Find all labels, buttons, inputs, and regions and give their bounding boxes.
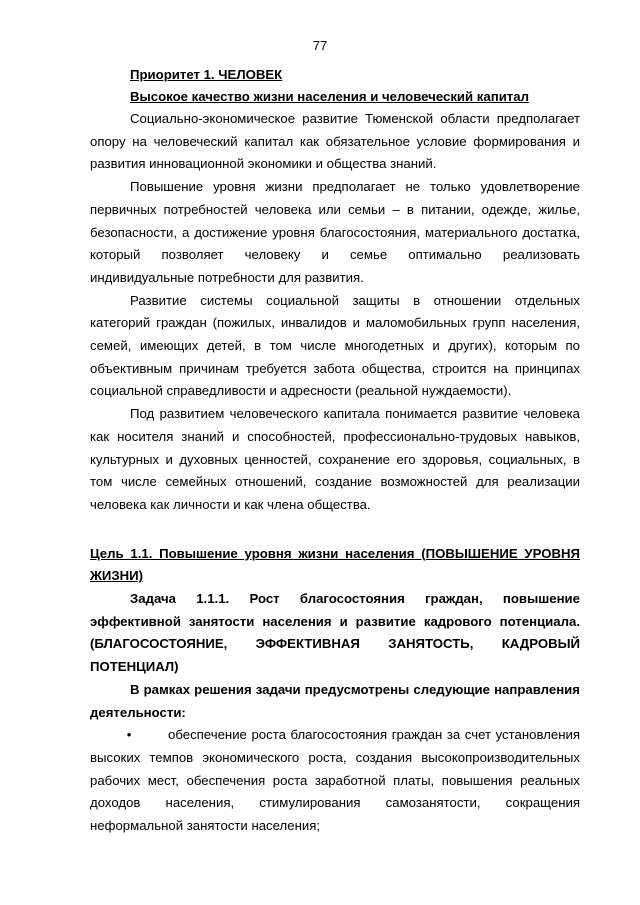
bullet-icon: • [126, 727, 132, 743]
goal-title: Цель 1.1. Повышение уровня жизни населения (ПОВЫШЕНИЕ УРОВНЯ ЖИЗНИ) [90, 545, 580, 584]
bullet-text: обеспечение роста благосостояния граждан за счет установления высоких темпов экономического роста, создания высокопроизводительных рабочих мест, обеспечения роста заработной платы, повышения реальных доходов населения, стимулирования самозанятости, сокращения неформальной занятости населения; [90, 727, 580, 834]
priority-title: Приоритет 1. ЧЕЛОВЕК [130, 67, 283, 82]
page-content [90, 64, 580, 838]
spacer [90, 517, 580, 543]
section-title: Высокое качество жизни населения и человеческий капитал [130, 89, 529, 104]
paragraph: Повышение уровня жизни предполагает не только удовлетворение первичных потребностей человека или семьи – в питании, одежде, жилье, безопасности, а достижение уровня благосостояния, материального достатка, который позволяет человеку и семье оптимально реализовать индивидуальные потребности для развития. [90, 179, 580, 285]
directions-intro: В рамках решения задачи предусмотрены следующие направления деятельности: [90, 681, 580, 720]
paragraph: Под развитием человеческого капитала понимается развитие человека как носителя знаний и способностей, профессионально-трудовых навыков, культурных и духовных ценностей, сохранение его здоровья, социальных, в том числе семейных отношений, создание возможностей для реализации человека как личности и как члена общества. [90, 406, 580, 512]
task-text: Задача 1.1.1. Рост благосостояния граждан, повышение эффективной занятости населения и развитие кадрового потенциала. (БЛАГОСОСТОЯНИЕ, ЭФФЕКТИВНАЯ ЗАНЯТОСТЬ, КАДРОВЫЙ ПОТЕНЦИАЛ) [90, 591, 580, 675]
paragraph: Социально-экономическое развитие Тюменской области предполагает опору на человеческий капитал как обязательное условие формирования и развития инновационной экономики и общества знаний. [90, 111, 580, 172]
bullet-item [90, 724, 580, 838]
page-number: 77 [312, 38, 328, 53]
paragraph: Развитие системы социальной защиты в отношении отдельных категорий граждан (пожилых, инвалидов и маломобильных групп населения, семей, имеющих детей, в том числе многодетных и других), которым по объективным причинам требуется забота общества, строится на принципах социальной справедливости и адресности (реальной нуждаемости). [90, 292, 580, 399]
